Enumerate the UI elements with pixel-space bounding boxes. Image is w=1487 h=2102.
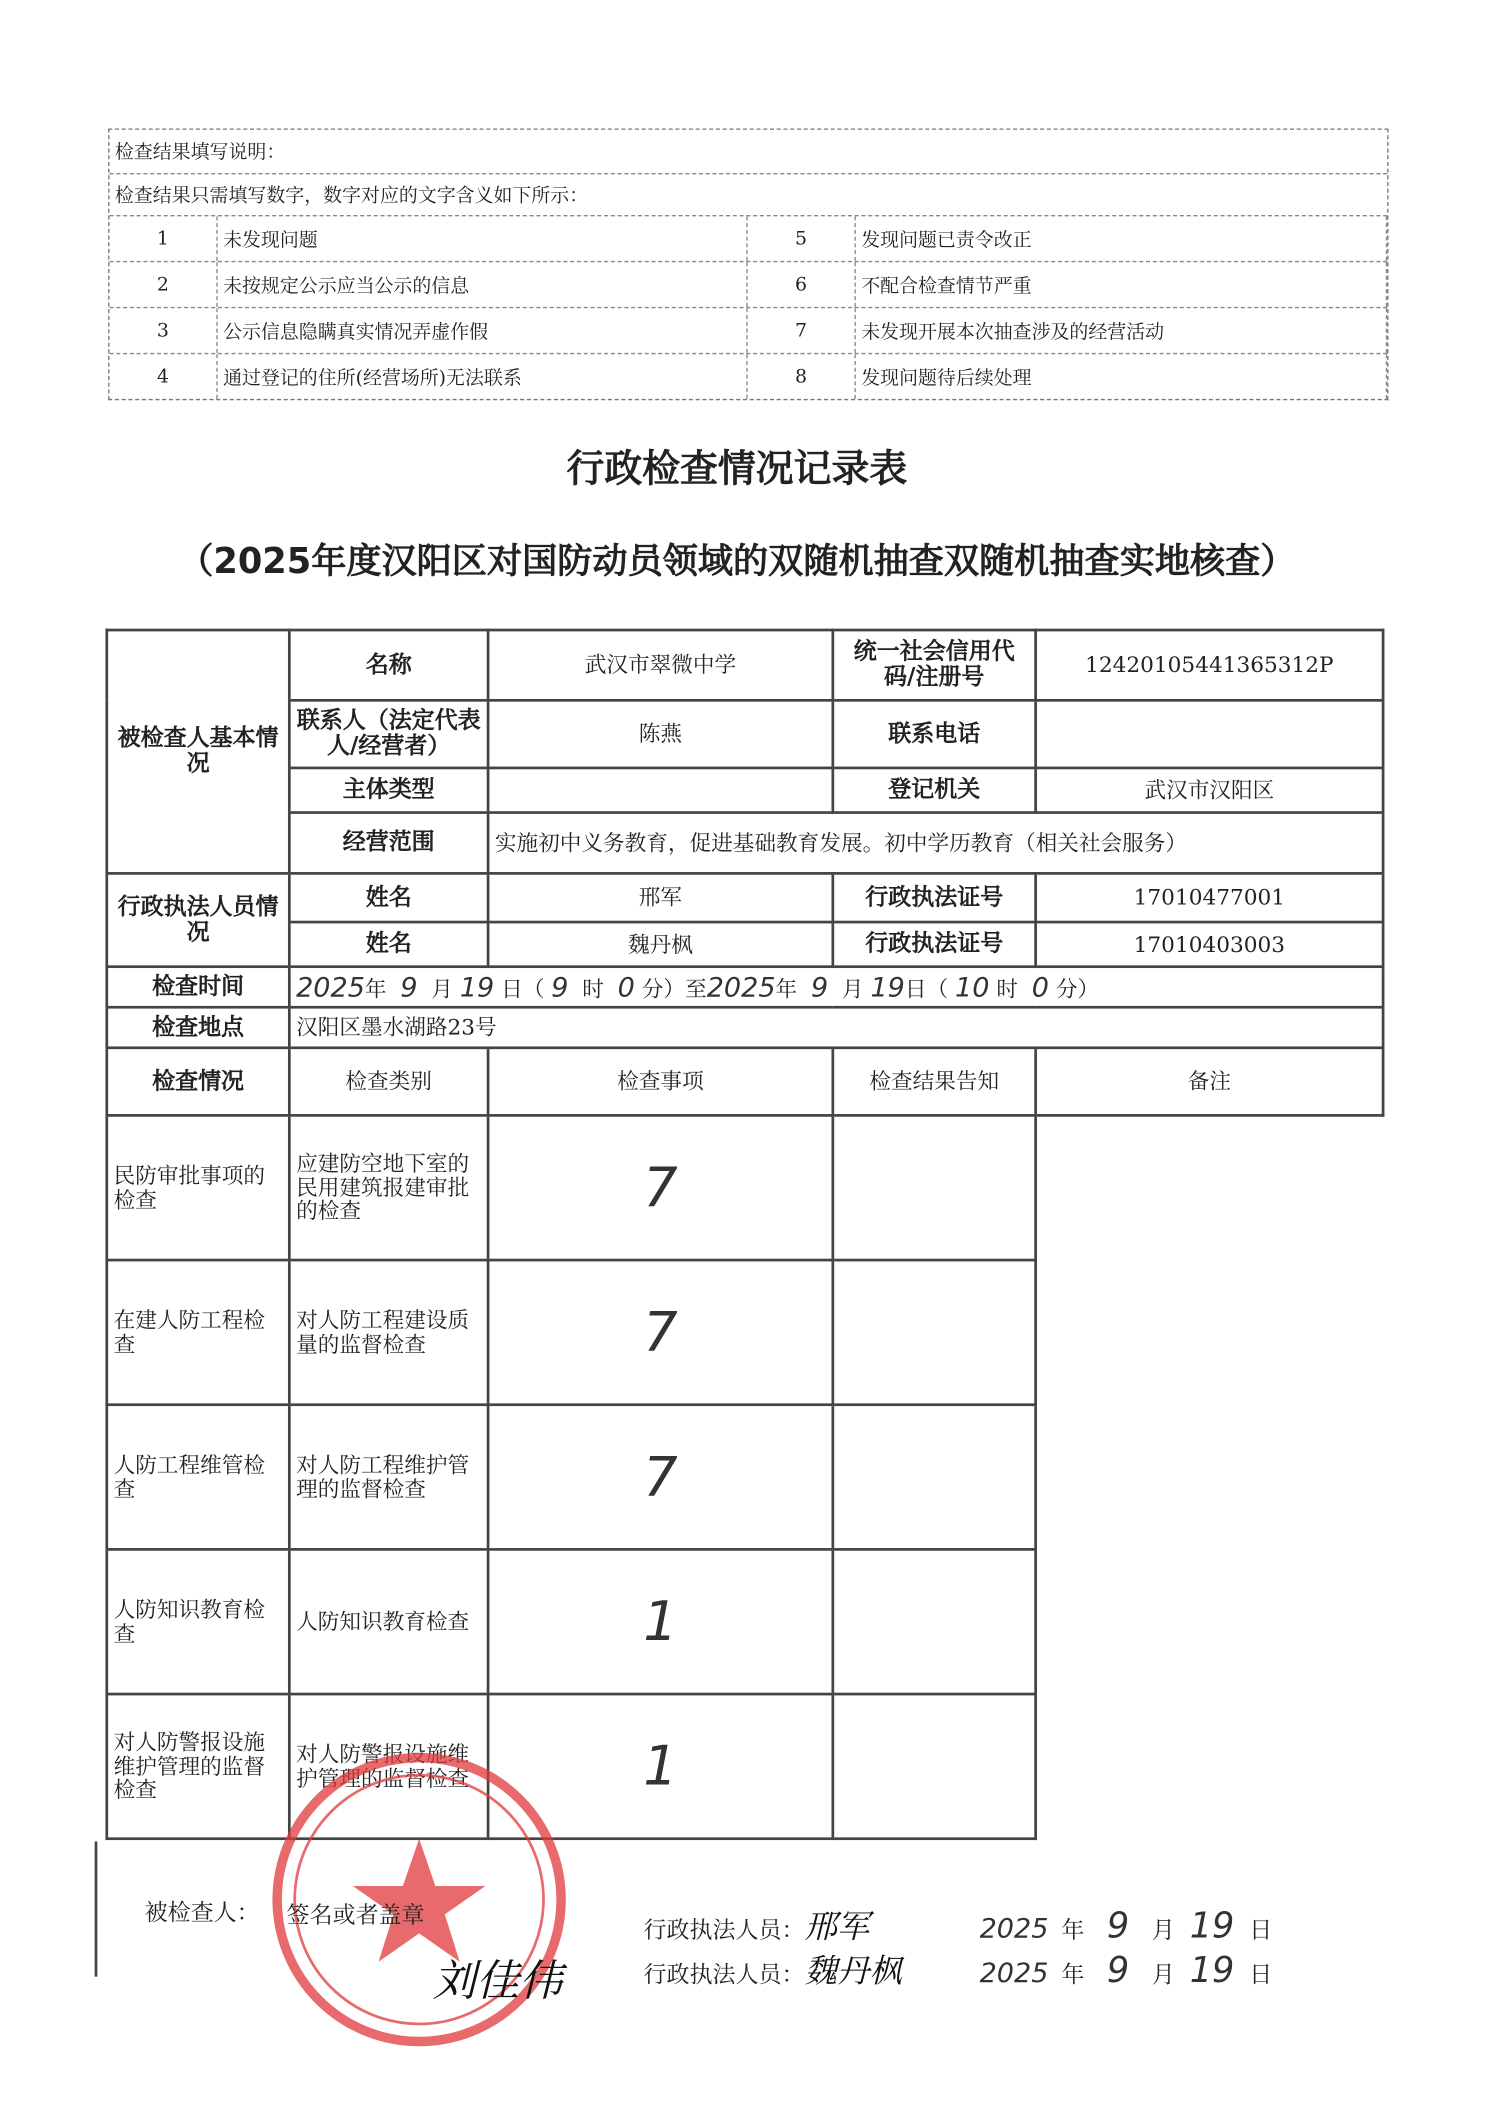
legend-meaning: 发现问题待后续处理 <box>856 354 1387 399</box>
to-label: 至 <box>685 976 707 1002</box>
reg-label: 登记机关 <box>833 768 1036 813</box>
legend-code: 1 <box>110 216 218 261</box>
officer-sign-row <box>644 1900 1347 1947</box>
start-minute: 0 <box>617 970 635 1004</box>
legend-row <box>110 262 1388 308</box>
credit-label: 统一社会信用代码/注册号 <box>833 630 1036 700</box>
unit: 年 <box>1061 1917 1085 1945</box>
check-note <box>833 1549 1036 1694</box>
end-minute: 0 <box>1031 970 1049 1004</box>
inspected-signature: 刘佳伟 <box>432 1954 563 2007</box>
check-category: 在建人防工程检查 <box>107 1260 290 1405</box>
officer-signature: 邢军 <box>804 1907 870 1946</box>
start-day: 19 <box>459 970 495 1004</box>
legend-meaning: 发现问题已责令改正 <box>856 216 1387 261</box>
sign-year: 2025 <box>979 1956 1049 1989</box>
check-category: 人防工程维管检查 <box>107 1405 290 1550</box>
legend-code: 4 <box>110 354 218 399</box>
reg-authority: 武汉市汉阳区 <box>1036 768 1383 813</box>
sign-day: 19 <box>1189 1950 1235 1992</box>
legend-meaning: 公示信息隐瞒真实情况弄虚作假 <box>218 308 748 353</box>
name-label: 名称 <box>289 630 488 700</box>
check-result: 7 <box>488 1260 833 1405</box>
officer-label: 行政执法人员： <box>643 1917 805 1945</box>
officer-sign-row <box>644 1944 1347 1991</box>
check-item: 对人防警报设施维护管理的监督检查 <box>289 1694 488 1839</box>
check-category: 对人防警报设施维护管理的监督检查 <box>107 1694 290 1839</box>
check-item: 人防知识教育检查 <box>289 1549 488 1694</box>
entity-name: 武汉市翠微中学 <box>488 630 833 700</box>
legend-row <box>110 308 1388 354</box>
col-header: 检查类别 <box>289 1048 488 1116</box>
col-header: 检查事项 <box>488 1048 833 1116</box>
legend-meaning: 通过登记的住所(经营场所)无法联系 <box>218 354 748 399</box>
phone-label: 联系电话 <box>833 700 1036 768</box>
check-note <box>833 1694 1036 1839</box>
check-note <box>833 1405 1036 1550</box>
officer-cert: 17010477001 <box>1036 873 1383 922</box>
officer-name-label: 姓名 <box>289 873 488 922</box>
check-result: 1 <box>488 1694 833 1839</box>
legend-code: 3 <box>110 308 218 353</box>
check-note <box>833 1260 1036 1405</box>
legend-meaning: 不配合检查情节严重 <box>856 262 1387 307</box>
sign-month: 9 <box>1106 1950 1130 1992</box>
business-scope: 实施初中义务教育，促进基础教育发展。初中学历教育（相关社会服务） <box>488 813 1383 874</box>
unit: 日（ <box>501 976 545 1002</box>
legend-code: 2 <box>110 262 218 307</box>
type-label: 主体类型 <box>289 768 488 813</box>
check-row <box>107 1549 1383 1694</box>
inspection-table <box>105 629 1384 1840</box>
unit: 时 <box>582 976 604 1002</box>
col-header: 检查结果告知 <box>833 1048 1036 1116</box>
legend-code: 7 <box>748 308 856 353</box>
legend-table <box>108 128 1388 400</box>
legend-meaning: 未按规定公示应当公示的信息 <box>218 262 748 307</box>
end-day: 19 <box>870 970 905 1004</box>
check-result: 7 <box>488 1405 833 1550</box>
check-result: 7 <box>488 1115 833 1260</box>
start-hour: 9 <box>551 970 569 1004</box>
phone-value <box>1036 700 1383 768</box>
legend-code: 5 <box>748 216 856 261</box>
unit: 日（ <box>904 976 949 1002</box>
unit: 日 <box>1249 1961 1273 1989</box>
legend-meaning: 未发现问题 <box>218 216 748 261</box>
unit: 年 <box>1061 1961 1085 1989</box>
check-item: 对人防工程建设质量的监督检查 <box>289 1260 488 1405</box>
legend-row <box>110 354 1388 399</box>
checks-section-label: 检查情况 <box>107 1048 290 1116</box>
unit: 年 <box>775 976 798 1002</box>
contact-person: 陈燕 <box>488 700 833 768</box>
unit: 时 <box>996 976 1018 1002</box>
contact-label: 联系人（法定代表人/经营者） <box>289 700 488 768</box>
col-header: 备注 <box>1036 1048 1383 1116</box>
check-row <box>107 1405 1383 1550</box>
check-row <box>107 1260 1383 1405</box>
sign-day: 19 <box>1189 1906 1235 1947</box>
legend-code: 8 <box>748 354 856 399</box>
page-title: 行政检查情况记录表 <box>566 446 908 491</box>
inspection-time <box>289 967 1383 1008</box>
end-hour: 10 <box>955 970 990 1004</box>
basic-section-label: 被检查人基本情况 <box>107 630 290 873</box>
sign-year: 2025 <box>979 1911 1049 1945</box>
officer-name: 魏丹枫 <box>488 922 833 967</box>
officer-cert: 17010403003 <box>1036 922 1383 967</box>
place-value: 汉阳区墨水湖路23号 <box>289 1007 1383 1048</box>
check-category: 人防知识教育检查 <box>107 1549 290 1694</box>
credit-code: 12420105441365312P <box>1036 630 1383 700</box>
unit: 月 <box>1151 1961 1175 1989</box>
officer-name: 邢军 <box>488 873 833 922</box>
place-label: 检查地点 <box>107 1007 290 1048</box>
check-note <box>833 1115 1036 1260</box>
officer-cert-label: 行政执法证号 <box>833 873 1036 922</box>
unit: 年 <box>364 976 387 1002</box>
check-item: 对人防工程维护管理的监督检查 <box>289 1405 488 1550</box>
start-month: 9 <box>400 970 418 1004</box>
end-month: 9 <box>810 970 829 1004</box>
check-row <box>107 1115 1383 1260</box>
check-result: 1 <box>488 1549 833 1694</box>
time-label: 检查时间 <box>107 967 290 1008</box>
officers-section-label: 行政执法人员情况 <box>107 873 290 966</box>
page-subtitle: （2025年度汉阳区对国防动员领域的双随机抽查双随机抽查实地核查） <box>178 542 1296 583</box>
unit: 月 <box>1151 1917 1175 1945</box>
legend-desc: 检查结果只需填写数字，数字对应的文字含义如下所示： <box>114 185 589 207</box>
officer-name-label: 姓名 <box>289 922 488 967</box>
unit: 分） <box>641 976 686 1002</box>
start-year: 2025 <box>296 970 365 1004</box>
divider <box>95 1841 98 1976</box>
officer-signature: 魏丹枫 <box>804 1952 902 1991</box>
unit: 分） <box>1055 976 1100 1002</box>
legend-title: 检查结果填写说明： <box>114 141 286 164</box>
unit: 月 <box>431 976 453 1002</box>
unit: 月 <box>841 976 864 1002</box>
inspected-label: 被检查人： <box>144 1899 260 1927</box>
officer-label: 行政执法人员： <box>643 1961 805 1989</box>
scope-label: 经营范围 <box>289 813 488 874</box>
type-value <box>488 768 833 813</box>
legend-row <box>110 216 1388 262</box>
check-category: 民防审批事项的检查 <box>107 1115 290 1260</box>
end-year: 2025 <box>706 970 776 1004</box>
check-item: 应建防空地下室的民用建筑报建审批的检查 <box>289 1115 488 1260</box>
unit: 日 <box>1249 1917 1273 1945</box>
officer-cert-label: 行政执法证号 <box>833 922 1036 967</box>
legend-meaning: 未发现开展本次抽查涉及的经营活动 <box>856 308 1387 353</box>
legend-code: 6 <box>748 262 856 307</box>
sign-hint: 签名或者盖章 <box>286 1902 425 1930</box>
sign-month: 9 <box>1106 1906 1130 1947</box>
